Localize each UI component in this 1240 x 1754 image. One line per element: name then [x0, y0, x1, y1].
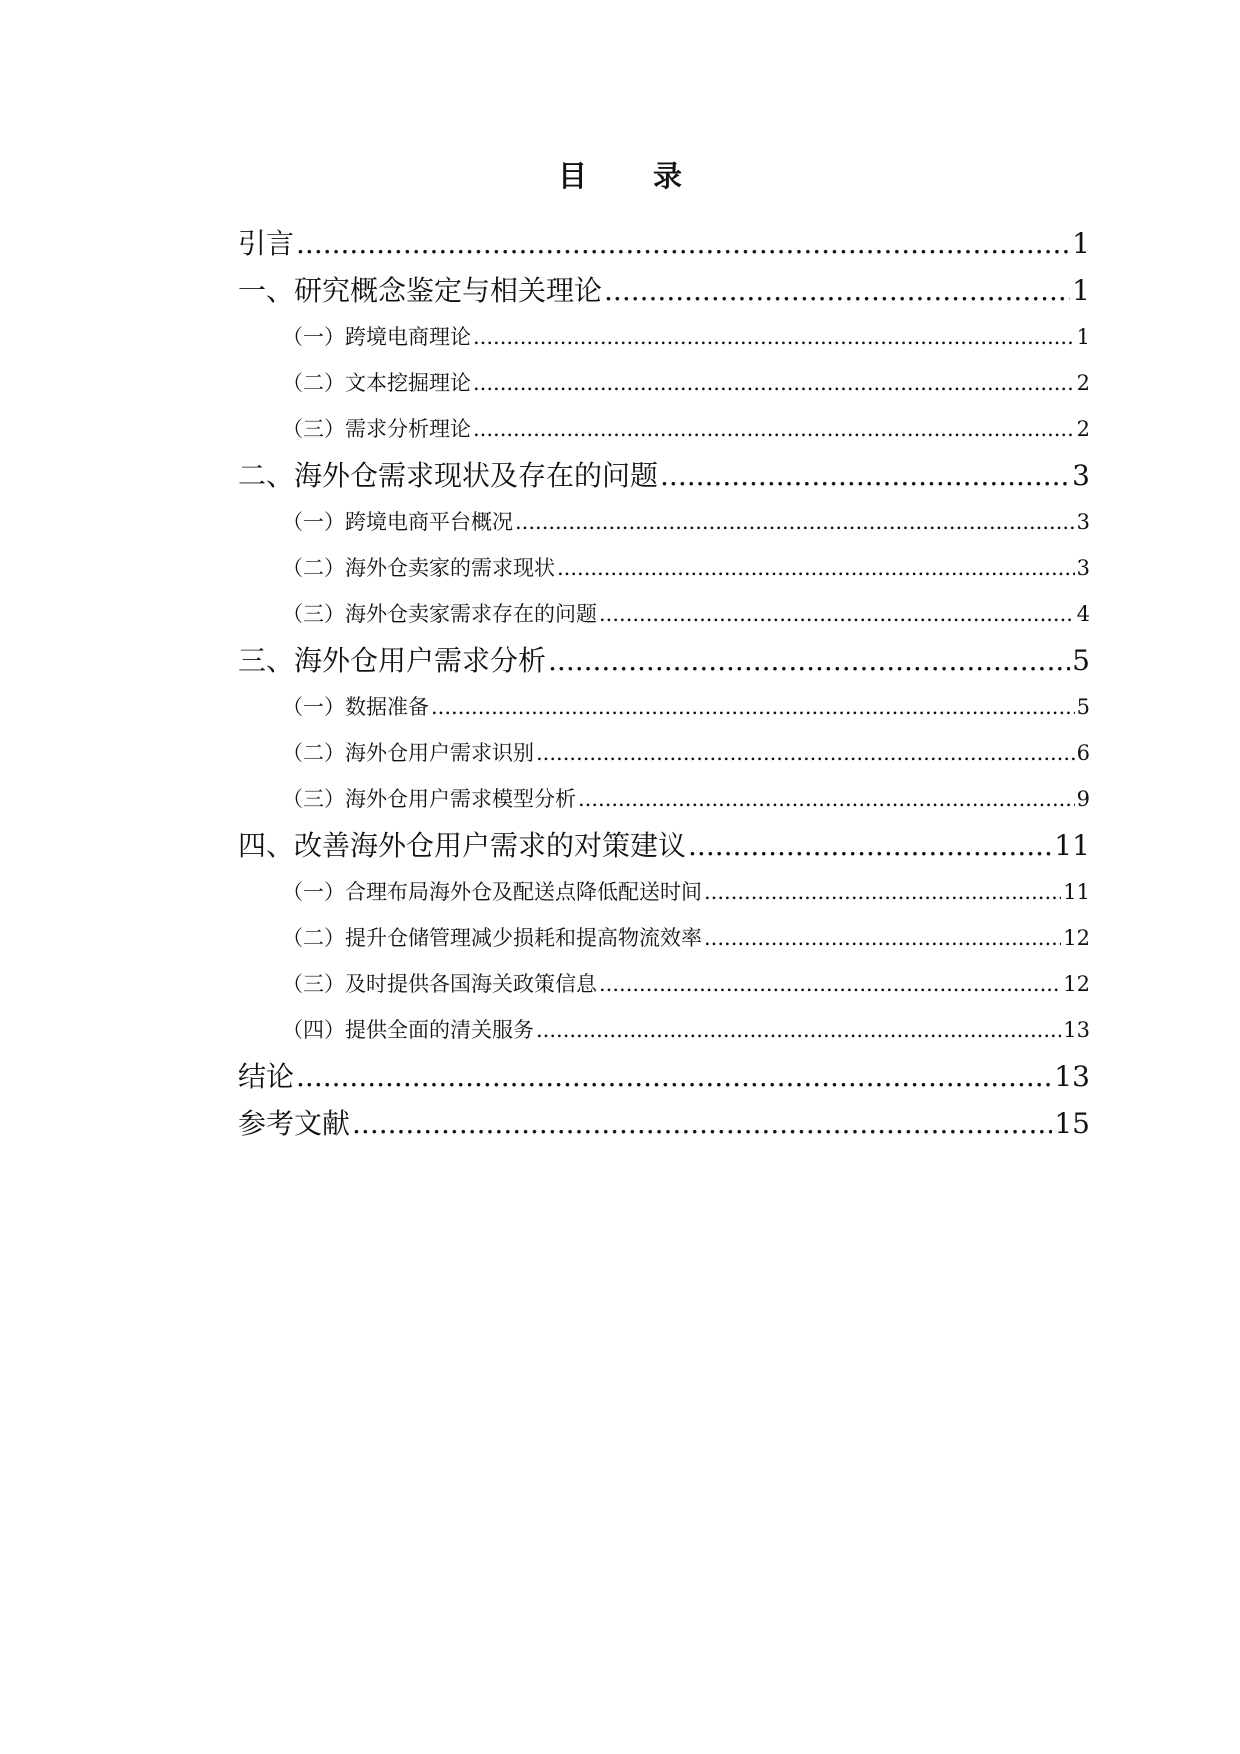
toc-section-entry[interactable]: [238, 730, 1090, 776]
toc-leader-dots: [296, 1053, 1052, 1100]
toc-chapter-entry[interactable]: [238, 822, 1090, 869]
toc-leader-dots: [536, 1007, 1061, 1053]
toc-entry-label: 结论: [238, 1060, 295, 1093]
toc-entry-page-number: 3: [1076, 556, 1090, 580]
toc-entry-page-number: 12: [1063, 972, 1090, 996]
toc-entry-page-number: 3: [1072, 459, 1090, 492]
toc-leader-dots: [536, 730, 1075, 776]
toc-chapter-entry[interactable]: [238, 452, 1090, 499]
toc-entry-label: 三、海外仓用户需求分析: [238, 644, 547, 677]
toc-entry-label: 二、海外仓需求现状及存在的问题: [238, 459, 659, 492]
toc-entry-page-number: 3: [1076, 510, 1090, 534]
table-of-contents: [238, 220, 1090, 1147]
toc-entry-page-number: 6: [1076, 741, 1090, 765]
toc-chapter-entry[interactable]: [238, 637, 1090, 684]
toc-leader-dots: [604, 267, 1070, 314]
toc-entry-page-number: 2: [1076, 371, 1090, 395]
toc-entry-page-number: 1: [1072, 274, 1090, 307]
toc-section-entry[interactable]: [238, 915, 1090, 961]
toc-entry-page-number: 11: [1054, 829, 1090, 862]
toc-section-entry[interactable]: [238, 684, 1090, 730]
toc-entry-label: （一）跨境电商平台概况: [282, 510, 513, 534]
toc-section-entry[interactable]: [238, 869, 1090, 915]
toc-leader-dots: [352, 1100, 1052, 1147]
toc-entry-label: （三）需求分析理论: [282, 417, 471, 441]
toc-entry-label: 参考文献: [238, 1107, 351, 1140]
toc-entry-label: （二）海外仓用户需求识别: [282, 741, 534, 765]
toc-section-entry[interactable]: [238, 406, 1090, 452]
toc-entry-page-number: 1: [1072, 227, 1090, 260]
toc-entry-page-number: 15: [1054, 1107, 1090, 1140]
toc-entry-label: 引言: [238, 227, 295, 260]
toc-entry-label: （三）海外仓用户需求模型分析: [282, 787, 576, 811]
toc-entry-label: （四）提供全面的清关服务: [282, 1018, 534, 1042]
toc-entry-page-number: 12: [1063, 926, 1090, 950]
toc-entry-label: （二）文本挖掘理论: [282, 371, 471, 395]
toc-entry-label: 一、研究概念鉴定与相关理论: [238, 274, 603, 307]
toc-entry-label: （三）及时提供各国海关政策信息: [282, 972, 597, 996]
toc-entry-page-number: 4: [1076, 602, 1090, 626]
toc-section-entry[interactable]: [238, 545, 1090, 591]
toc-chapter-entry[interactable]: [238, 220, 1090, 267]
toc-leader-dots: [473, 406, 1075, 452]
toc-entry-label: 四、改善海外仓用户需求的对策建议: [238, 829, 687, 862]
toc-entry-label: （一）数据准备: [282, 695, 429, 719]
toc-leader-dots: [688, 822, 1052, 869]
toc-entry-page-number: 2: [1076, 417, 1090, 441]
toc-leader-dots: [599, 591, 1075, 637]
toc-entry-page-number: 13: [1054, 1060, 1090, 1093]
toc-chapter-entry[interactable]: [238, 1053, 1090, 1100]
toc-entry-label: （二）海外仓卖家的需求现状: [282, 556, 555, 580]
toc-leader-dots: [548, 637, 1070, 684]
toc-entry-page-number: 9: [1076, 787, 1090, 811]
toc-entry-label: （一）跨境电商理论: [282, 325, 471, 349]
toc-section-entry[interactable]: [238, 591, 1090, 637]
toc-leader-dots: [431, 684, 1075, 730]
toc-section-entry[interactable]: [238, 961, 1090, 1007]
toc-section-entry[interactable]: [238, 360, 1090, 406]
toc-entry-page-number: 11: [1063, 880, 1090, 904]
toc-leader-dots: [515, 499, 1075, 545]
toc-entry-page-number: 5: [1076, 695, 1090, 719]
toc-entry-label: （二）提升仓储管理减少损耗和提高物流效率: [282, 926, 702, 950]
toc-entry-page-number: 13: [1063, 1018, 1090, 1042]
toc-leader-dots: [578, 776, 1075, 822]
toc-section-entry[interactable]: [238, 314, 1090, 360]
toc-entry-label: （一）合理布局海外仓及配送点降低配送时间: [282, 880, 702, 904]
toc-section-entry[interactable]: [238, 499, 1090, 545]
toc-leader-dots: [473, 360, 1075, 406]
toc-entry-page-number: 5: [1072, 644, 1090, 677]
toc-entry-page-number: 1: [1076, 325, 1090, 349]
toc-chapter-entry[interactable]: [238, 267, 1090, 314]
toc-leader-dots: [599, 961, 1061, 1007]
toc-leader-dots: [704, 915, 1061, 961]
toc-leader-dots: [660, 452, 1070, 499]
toc-leader-dots: [296, 220, 1070, 267]
toc-title: 目 录: [557, 159, 711, 193]
toc-section-entry[interactable]: [238, 1007, 1090, 1053]
toc-entry-label: （三）海外仓卖家需求存在的问题: [282, 602, 597, 626]
toc-chapter-entry[interactable]: [238, 1100, 1090, 1147]
toc-leader-dots: [473, 314, 1075, 360]
toc-leader-dots: [557, 545, 1075, 591]
toc-leader-dots: [704, 869, 1061, 915]
toc-section-entry[interactable]: [238, 776, 1090, 822]
